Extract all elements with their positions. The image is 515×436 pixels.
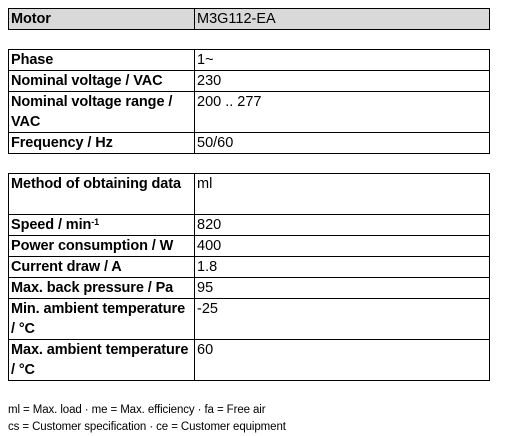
nominal-voltage-range-value: 200 .. 277	[195, 92, 490, 133]
phase-value: 1~	[195, 50, 490, 71]
table-row	[9, 50, 490, 71]
max-ambient-temp-label: Max. ambient temperature / °C	[9, 340, 195, 381]
table-row	[9, 299, 490, 340]
min-ambient-temp-label: Min. ambient temperature / °C	[9, 299, 195, 340]
footnote-line: ml = Max. load · me = Max. efficiency · fa = Free air	[8, 404, 266, 416]
table-row	[9, 133, 490, 154]
max-ambient-temp-value: 60	[195, 340, 490, 381]
footnotes	[8, 402, 286, 436]
nominal-voltage-value: 230	[195, 71, 490, 92]
power-consumption-label: Power consumption / W	[9, 236, 195, 257]
min-ambient-temp-value: -25	[195, 299, 490, 340]
electrical-table	[8, 49, 490, 154]
frequency-label: Frequency / Hz	[9, 133, 195, 154]
table-row	[9, 174, 490, 215]
table-row	[9, 278, 490, 299]
table-row	[9, 236, 490, 257]
speed-unit-exponent: -1	[91, 217, 100, 227]
frequency-value: 50/60	[195, 133, 490, 154]
motor-row	[9, 9, 490, 30]
footnote-line: cs = Customer specification · ce = Customer equipment	[8, 421, 286, 433]
method-value: ml	[195, 174, 490, 215]
speed-label-text: Speed / min	[11, 217, 92, 233]
table-row	[9, 71, 490, 92]
current-draw-value: 1.8	[195, 257, 490, 278]
back-pressure-label: Max. back pressure / Pa	[9, 278, 195, 299]
phase-label: Phase	[9, 50, 195, 71]
motor-table	[8, 8, 490, 30]
speed-label	[9, 215, 195, 236]
nominal-voltage-label: Nominal voltage / VAC	[9, 71, 195, 92]
table-row	[9, 215, 490, 236]
table-row	[9, 340, 490, 381]
nominal-voltage-range-label: Nominal voltage range / VAC	[9, 92, 195, 133]
power-consumption-value: 400	[195, 236, 490, 257]
current-draw-label: Current draw / A	[9, 257, 195, 278]
table-row	[9, 257, 490, 278]
performance-table	[8, 173, 490, 381]
speed-value: 820	[195, 215, 490, 236]
method-label: Method of obtaining data	[9, 174, 195, 215]
motor-value: M3G112-EA	[195, 9, 490, 30]
back-pressure-value: 95	[195, 278, 490, 299]
table-row	[9, 92, 490, 133]
motor-label: Motor	[9, 9, 195, 30]
